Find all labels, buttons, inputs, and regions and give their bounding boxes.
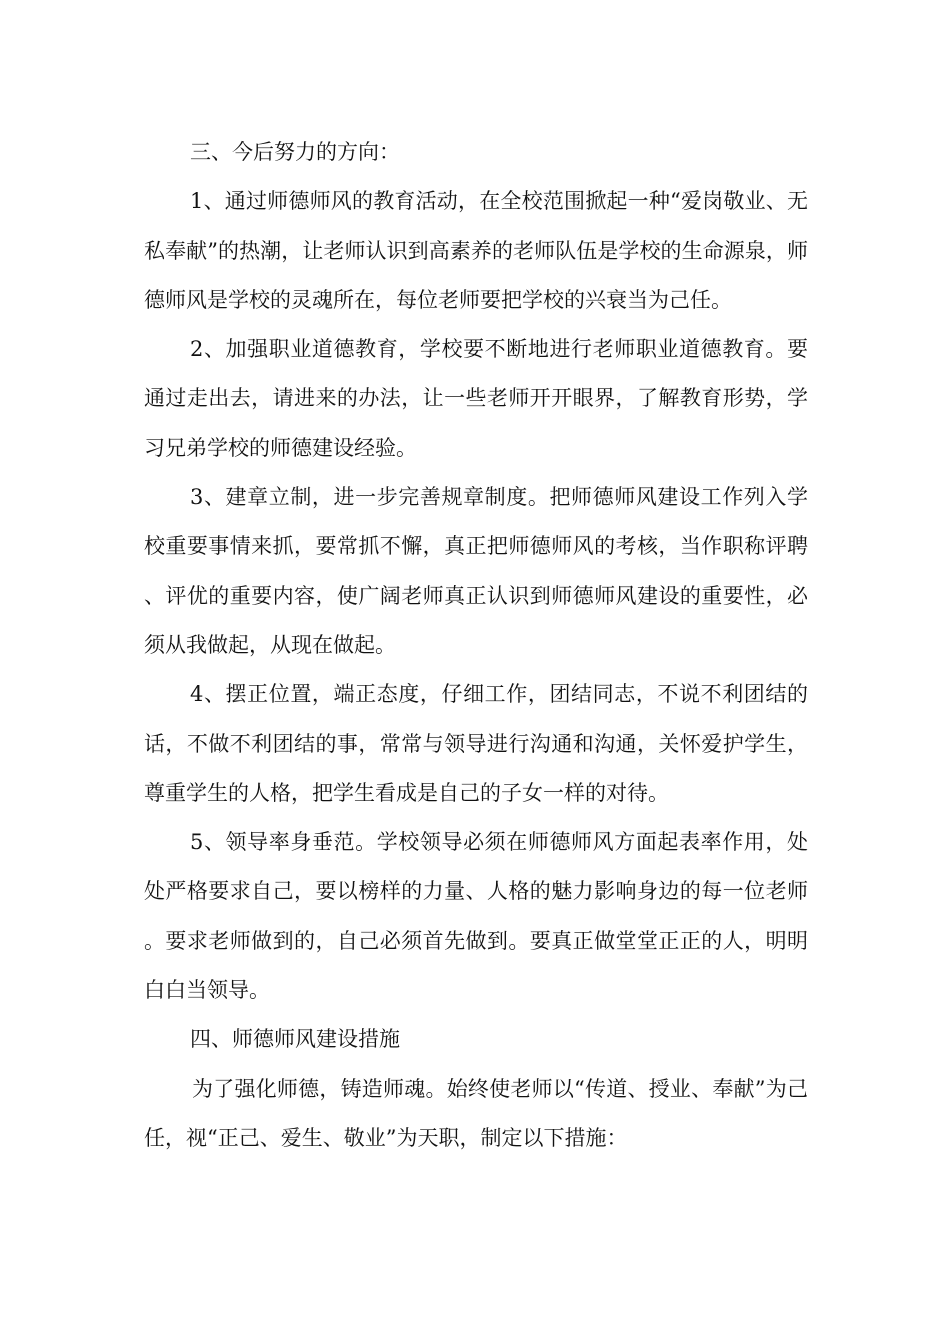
paragraph-item-1: 1、通过师德师风的教育活动，在全校范围掀起一种“爱岗敬业、无私奉献”的热潮，让老师认识到高素养的老师队伍是学校的生命源泉，师德师风是学校的灵魂所在，每位老师要把学校的兴衰当为己任。 <box>144 189 808 312</box>
document-body <box>144 128 808 1163</box>
section-heading-measures: 四、师德师风建设措施 <box>190 1027 400 1052</box>
paragraph-item-2: 2、加强职业道德教育，学校要不断地进行老师职业道德教育。要通过走出去，请进来的办法，让一些老师开开眼界，了解教育形势，学习兄弟学校的师德建设经验。 <box>144 337 808 460</box>
section-heading-future-direction: 三、今后努力的方向： <box>190 140 400 164</box>
paragraph-item-5: 5、领导率身垂范。学校领导必须在师德师风方面起表率作用，处处严格要求自己，要以榜样的力量、人格的魅力影响身边的每一位老师。要求老师做到的，自己必须首先做到。要真正做堂堂正正的人，明明白白当领导。 <box>144 830 808 1003</box>
paragraph-measures-intro: 为了强化师德，铸造师魂。始终使老师以“传道、授业、奉献”为己任，视“正己、爱生、敬业”为天职，制定以下措施： <box>144 1076 808 1150</box>
paragraph-item-3: 3、建章立制，进一步完善规章制度。把师德师风建设工作列入学校重要事情来抓，要常抓不懈，真正把师德师风的考核，当作职称评聘、评优的重要内容，使广阔老师真正认识到师德师风建设的重要性，必须从我做起，从现在做起。 <box>144 485 808 657</box>
paragraph-item-4: 4、摆正位置，端正态度，仔细工作，团结同志，不说不利团结的话，不做不利团结的事，常常与领导进行沟通和沟通，关怀爱护学生，尊重学生的人格，把学生看成是自己的子女一样的对待。 <box>144 682 808 805</box>
